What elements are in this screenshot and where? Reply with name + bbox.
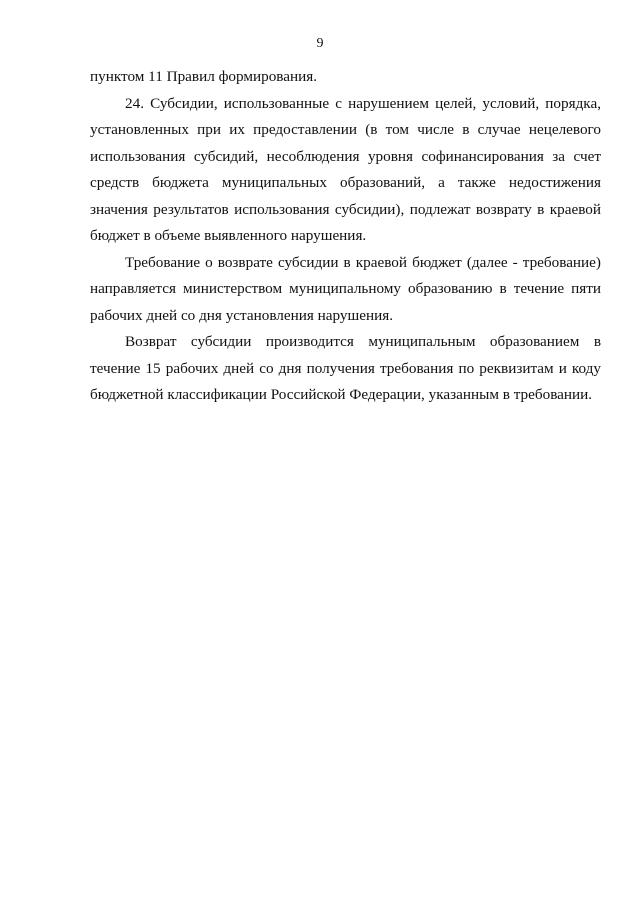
paragraph-return: Возврат субсидии производится муниципальным образованием в течение 15 рабочих дней со дня получения требования по реквизитам и коду бюджетной классификации Российской Федерации, указанным в требовании.: [90, 333, 601, 403]
document-body: [90, 64, 601, 409]
paragraph-requirement: Требование о возврате субсидии в краевой бюджет (далее - требование) направляется министерством муниципальному образованию в течение пяти рабочих дней со дня установления нарушения.: [90, 253, 601, 324]
paragraph-item-24: 24. Субсидии, использованные с нарушением целей, условий, порядка, установленных при их предоставлении (в том числе в случае нецелевого использования субсидий, несоблюдения уровня софинансирования за счет средств бюджета муниципальных образований, а также недостижения значения результатов использования субсидии), подлежат возврату в краевой бюджет в объеме выявленного нарушения.: [90, 94, 601, 244]
paragraph-continuation: пунктом 11 Правил формирования.: [90, 68, 318, 85]
page-number: 9: [316, 36, 324, 51]
